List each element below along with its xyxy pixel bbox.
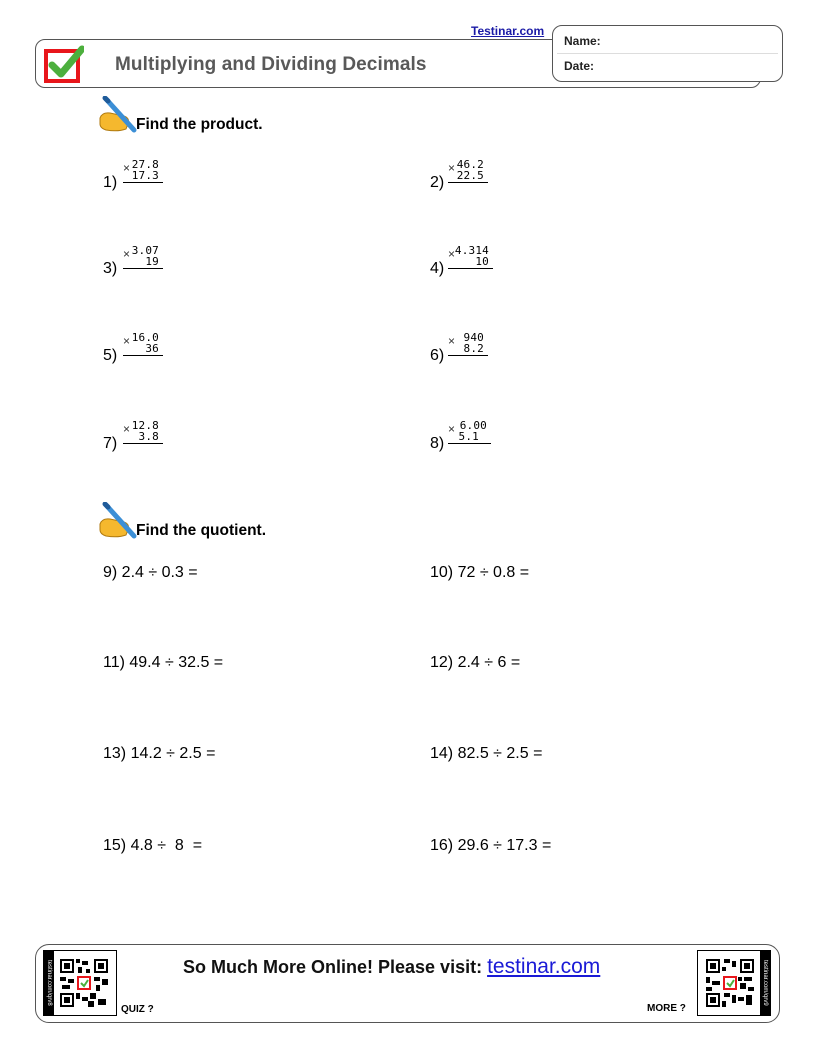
problem-9: 9) 2.4 ÷ 0.3 = [103,564,198,581]
footer-testinar-link[interactable]: testinar.com [487,955,601,978]
section-heading-text: Find the quotient. [136,522,267,539]
qr-caption-right: testinar.com/qrv9 [760,951,770,1015]
problem-13: 13) 14.2 ÷ 2.5 = [103,745,216,762]
problem-10: 10) 72 ÷ 0.8 = [430,564,530,581]
quiz-label: QUIZ ? [121,1004,154,1015]
page-title: Multiplying and Dividing Decimals [115,54,427,75]
qr-quiz[interactable] [43,950,117,1016]
divider [557,53,778,54]
qr-caption-left: testinar.com/qrv8 [44,951,54,1015]
problem-14: 14) 82.5 ÷ 2.5 = [430,745,543,762]
name-label: Name: [564,34,601,48]
problem-11: 11) 49.4 ÷ 32.5 = [103,654,224,671]
checkmark-logo-icon [44,45,84,83]
problem-12: 12) 2.4 ÷ 6 = [430,654,521,671]
section-heading-text: Find the product. [136,116,263,133]
qr-more[interactable] [697,950,771,1016]
date-label: Date: [564,59,595,73]
name-date-box [552,25,783,82]
footer-message: So Much More Online! Please visit: testinar.com [183,955,601,978]
qr-code-icon [60,959,108,1007]
problem-15: 15) 4.8 ÷ 8 = [103,837,203,854]
testinar-link[interactable]: Testinar.com [471,24,545,38]
qr-code-icon [706,959,754,1007]
hand-writing-pencil-icon [98,96,138,136]
more-label: MORE ? [647,1003,686,1014]
problem-16: 16) 29.6 ÷ 17.3 = [430,837,552,854]
hand-writing-pencil-icon [98,502,138,542]
